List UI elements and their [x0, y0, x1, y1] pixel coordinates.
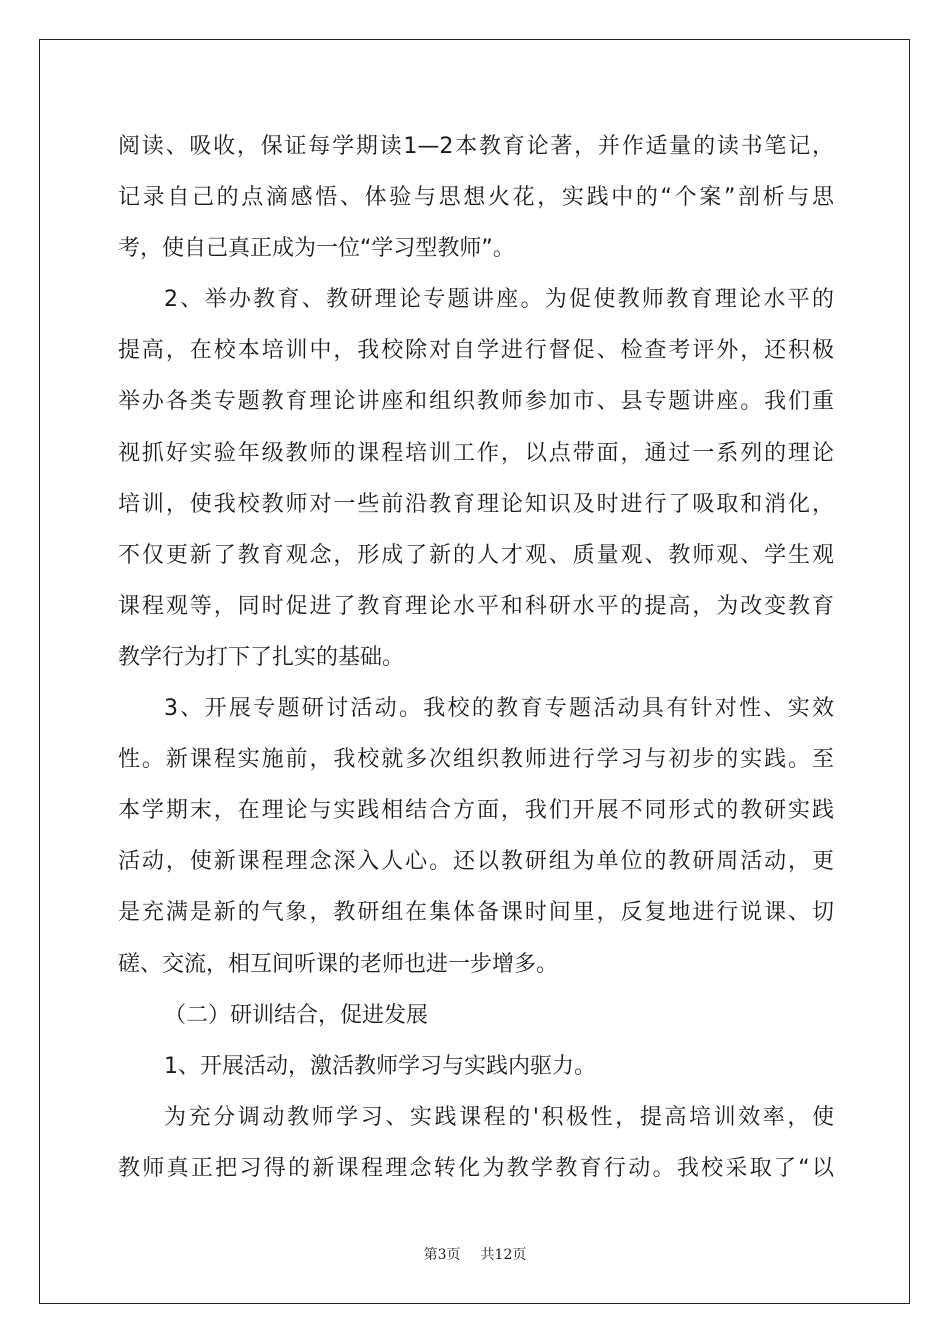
- text-line: 磋、交流，相互间听课的老师也进一步增多。: [118, 951, 559, 977]
- page-total: 共12页: [480, 1247, 527, 1263]
- document-body: [118, 121, 834, 1194]
- text-line: 举办各类专题教育理论讲座和组织教师参加市、县专题讲座。我们重: [118, 389, 834, 415]
- text-line: 3、开展专题研讨活动。我校的教育专题活动具有针对性、实效: [164, 696, 834, 722]
- section-heading: （二）研训结合，促进发展: [164, 1002, 429, 1028]
- text-line: 教师真正把习得的新课程理念转化为教学教育行动。我校采取了“以: [118, 1155, 834, 1181]
- text-line: 提高，在校本培训中，我校除对自学进行督促、检查考评外，还积极: [118, 338, 834, 364]
- text-line: 记录自己的点滴感悟、体验与思想火花，实践中的“个案”剖析与思: [118, 185, 834, 211]
- text-line: 为充分调动教师学习、实践课程的'积极性，提高培训效率，使: [164, 1104, 834, 1130]
- text-line: 阅读、吸收，保证每学期读1—2本教育论著，并作适量的读书笔记，: [118, 134, 834, 159]
- text-line: 1、开展活动，激活教师学习与实践内驱力。: [164, 1053, 596, 1079]
- page-footer: [0, 1244, 950, 1264]
- text-line: 教学行为打下了扎实的基础。: [118, 644, 405, 670]
- text-line: 2、举办教育、教研理论专题讲座。为促使教师教育理论水平的: [164, 287, 834, 313]
- page-number: 第3页: [423, 1247, 461, 1263]
- text-line: 活动，使新课程理念深入人心。还以教研组为单位的教研周活动，更: [118, 849, 834, 875]
- text-line: 不仅更新了教育观念，形成了新的人才观、质量观、教师观、学生观: [118, 542, 834, 568]
- text-line: 考，使自己真正成为一位“学习型教师”。: [118, 236, 515, 262]
- text-line: 课程观等，同时促进了教育理论水平和科研水平的提高，为改变教育: [118, 593, 834, 619]
- text-line: 培训，使我校教师对一些前沿教育理论知识及时进行了吸取和消化，: [118, 491, 834, 517]
- text-line: 本学期末，在理论与实践相结合方面，我们开展不同形式的教研实践: [118, 798, 834, 824]
- text-line: 性。新课程实施前，我校就多次组织教师进行学习与初步的实践。至: [118, 747, 834, 773]
- text-line: 视抓好实验年级教师的课程培训工作，以点带面，通过一系列的理论: [118, 440, 834, 466]
- text-line: 是充满是新的气象，教研组在集体备课时间里，反复地进行说课、切: [118, 900, 834, 926]
